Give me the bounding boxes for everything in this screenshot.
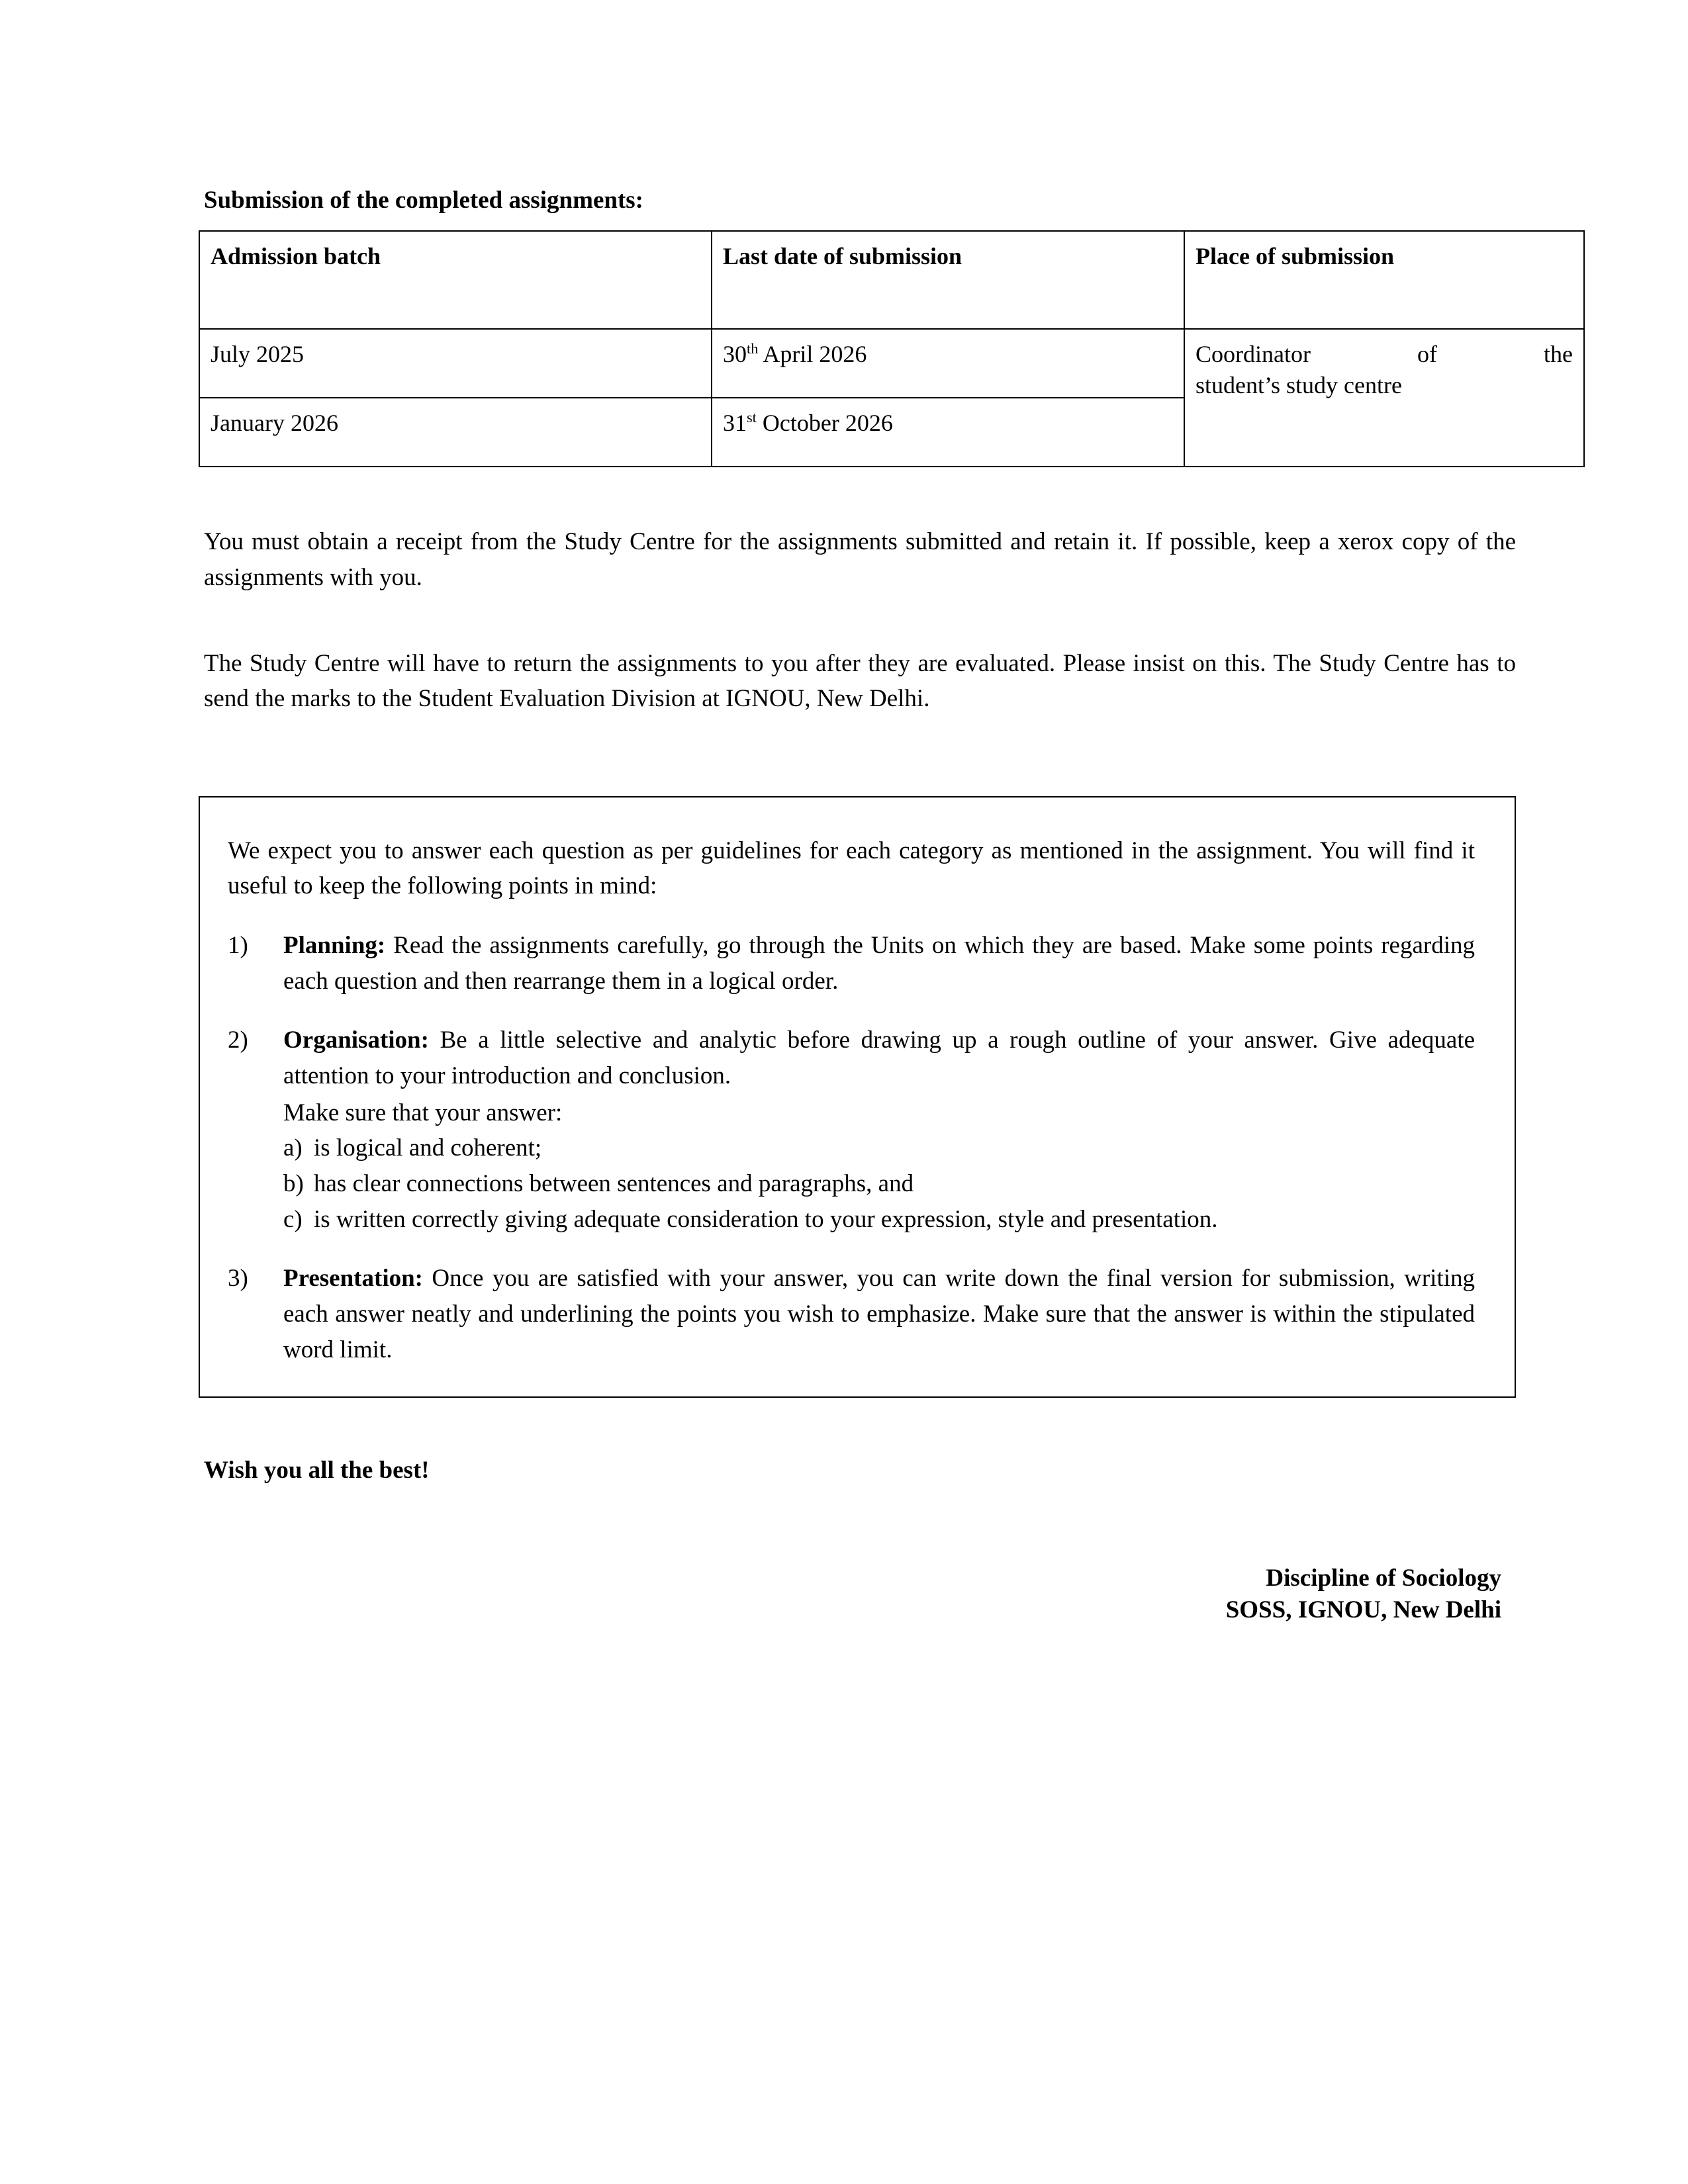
sub-intro: Make sure that your answer: [283,1099,563,1126]
column-header-admission-batch: Admission batch [199,231,712,329]
table-row [199,329,1584,398]
list-item [218,1023,1489,1237]
item-paragraph [283,1026,1475,1089]
paragraph-evaluation: The Study Centre will have to return the assignments to you after they are evaluated. Please insist on this. The Study Centre has to send the marks to the Student Evaluation Division at IGNOU, New Delhi. [204,649,1516,713]
item-label: Planning: [283,932,386,960]
spacer [199,717,1516,796]
place-word-1: Coordinator [1196,341,1311,368]
sub-item-marker: a) [283,1134,303,1162]
item-text: Once you are satisfied with your answer, you can write down the final version for submission, writing each answer neatly and underlining the points you wish to emphasize. Make sure that the answer is within the stipulated word limit. [283,1265,1475,1363]
cell-place-of-submission [1184,329,1584,467]
cell-date-2 [712,398,1184,467]
item-number: 3) [228,1265,248,1293]
list-item [218,1261,1489,1367]
sub-list-item [283,1202,1475,1238]
item-content [283,1023,1489,1237]
item-text: Read the assignments carefully, go through the Units on which they are based. Make some points regarding each question and then rearrange them in a logical order. [283,932,1475,995]
column-header-last-date: Last date of submission [712,231,1184,329]
sub-item-marker: c) [283,1205,303,1233]
cell-date-1 [712,329,1184,398]
guidelines-box [199,796,1516,1398]
cell-batch-1: July 2025 [199,329,712,398]
document-body [199,185,1573,1625]
date-rest: October 2026 [756,410,893,437]
signature-line-2: SOSS, IGNOU, New Delhi [1225,1596,1501,1623]
item-label: Presentation: [283,1265,423,1293]
spacer [199,467,1516,524]
place-line-2: student’s study centre [1196,372,1402,399]
list-item [218,928,1489,999]
item-content [283,928,1489,999]
item-number: 2) [228,1026,248,1054]
sub-item-text: has clear connections between sentences and paragraphs, and [314,1169,914,1197]
sub-list-item [283,1166,1475,1202]
sub-item-marker: b) [283,1169,304,1197]
place-line-1 [1196,339,1573,370]
signature-block [199,1563,1516,1625]
table-header-row [199,231,1584,329]
date-suffix: th [747,340,759,357]
sub-item-text: is logical and coherent; [314,1134,542,1162]
cell-batch-2: January 2026 [199,398,712,467]
guidelines-intro: We expect you to answer each question as per guidelines for each category as mentioned in the assignment. You will find it useful to keep the following points in mind: [228,837,1475,900]
paragraph-receipt: You must obtain a receipt from the Study Centre for the assignments submitted and retain it. If possible, keep a xerox copy of the assignments with you. [204,528,1516,591]
spacer [199,596,1516,646]
item-text: Be a little selective and analytic before drawing up a rough outline of your answer. Give adequate attention to your introduction and conclusion. [283,1026,1475,1090]
guidelines-list [218,928,1489,1367]
item-number: 1) [228,932,248,960]
column-header-place: Place of submission [1184,231,1584,329]
date-rest: April 2026 [758,341,867,368]
place-word-3: the [1544,341,1573,368]
item-label: Organisation: [283,1026,429,1054]
submission-table [199,230,1585,467]
date-number: 30 [723,341,747,368]
place-word-2: of [1417,341,1437,368]
section-heading: Submission of the completed assignments: [204,187,643,214]
item-content [283,1261,1489,1367]
signature-line-1: Discipline of Sociology [1266,1565,1501,1592]
sub-list [283,1130,1475,1237]
date-number: 31 [723,410,747,437]
sub-list-item [283,1130,1475,1166]
date-suffix: st [747,409,757,426]
sub-item-text: is written correctly giving adequate consideration to your expression, style and presentation. [314,1205,1218,1233]
wish-text: Wish you all the best! [204,1457,430,1484]
